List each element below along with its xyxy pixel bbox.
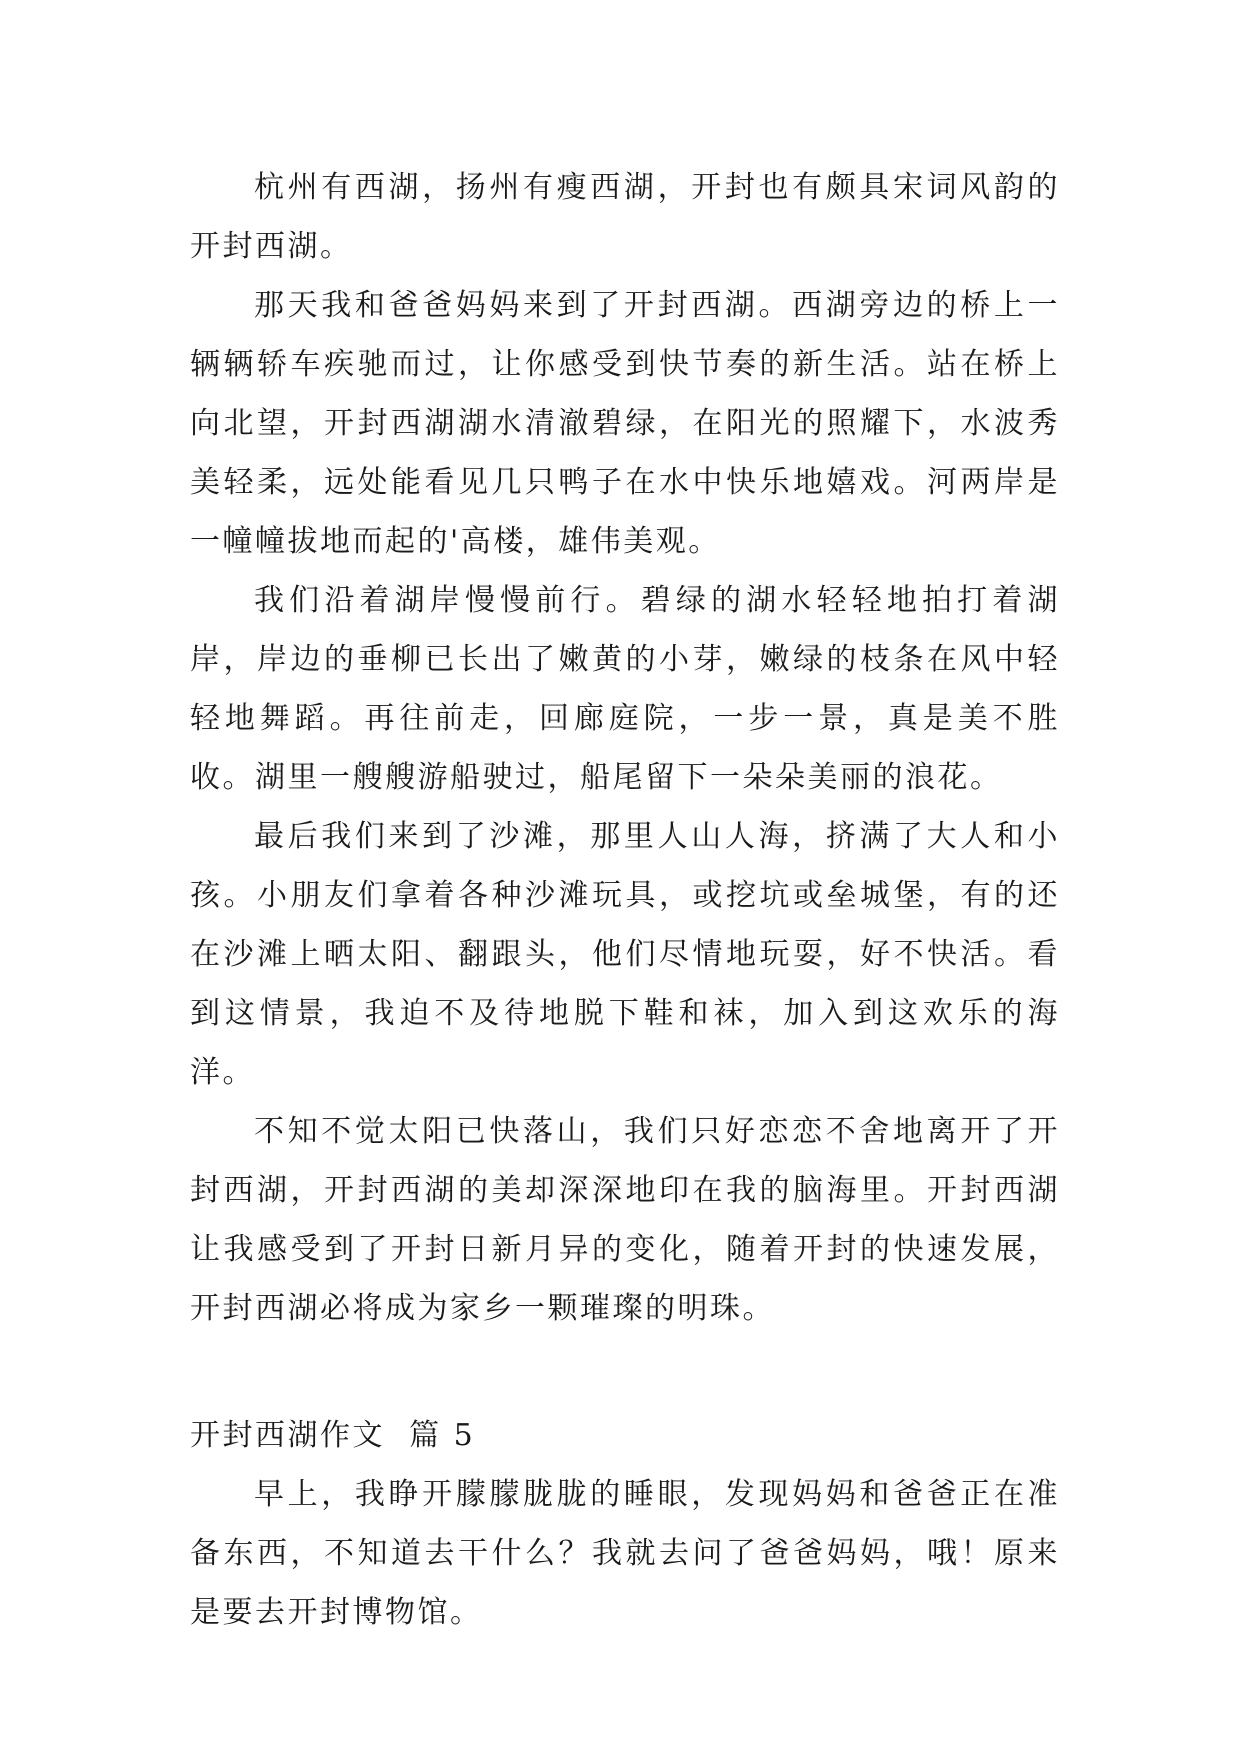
- section-heading: 开封西湖作文 篇 5: [190, 1418, 476, 1453]
- document-page: [190, 158, 1060, 1642]
- paragraph: 杭州有西湖，扬州有瘦西湖，开封也有颇具宋词风韵的开封西湖。: [190, 170, 1060, 264]
- paragraph: 那天我和爸爸妈妈来到了开封西湖。西湖旁边的桥上一辆辆轿车疾驰而过，让你感受到快节奏的新生活。站在桥上向北望，开封西湖湖水清澈碧绿，在阳光的照耀下，水波秀美轻柔，远处能看见几只鸭子在水中快乐地嬉戏。河两岸是一幢幢拔地而起的'高楼，雄伟美观。: [190, 288, 1060, 559]
- paragraph: 最后我们来到了沙滩，那里人山人海，挤满了大人和小孩。小朋友们拿着各种沙滩玩具，或挖坑或垒城堡，有的还在沙滩上晒太阳、翻跟头，他们尽情地玩耍，好不快活。看到这情景，我迫不及待地脱下鞋和袜，加入到这欢乐的海洋。: [190, 819, 1060, 1090]
- paragraph: 我们沿着湖岸慢慢前行。碧绿的湖水轻轻地拍打着湖岸，岸边的垂柳已长出了嫩黄的小芽，嫩绿的枝条在风中轻轻地舞蹈。再往前走，回廊庭院，一步一景，真是美不胜收。湖里一艘艘游船驶过，船尾留下一朵朵美丽的浪花。: [190, 583, 1060, 795]
- paragraph: 不知不觉太阳已快落山，我们只好恋恋不舍地离开了开封西湖，开封西湖的美却深深地印在我的脑海里。开封西湖让我感受到了开封日新月异的变化，随着开封的快速发展，开封西湖必将成为家乡一颗璀璨的明珠。: [190, 1114, 1060, 1326]
- paragraph: 早上，我睁开朦朦胧胧的睡眼，发现妈妈和爸爸正在准备东西，不知道去干什么？我就去问了爸爸妈妈，哦！原来是要去开封博物馆。: [190, 1477, 1060, 1630]
